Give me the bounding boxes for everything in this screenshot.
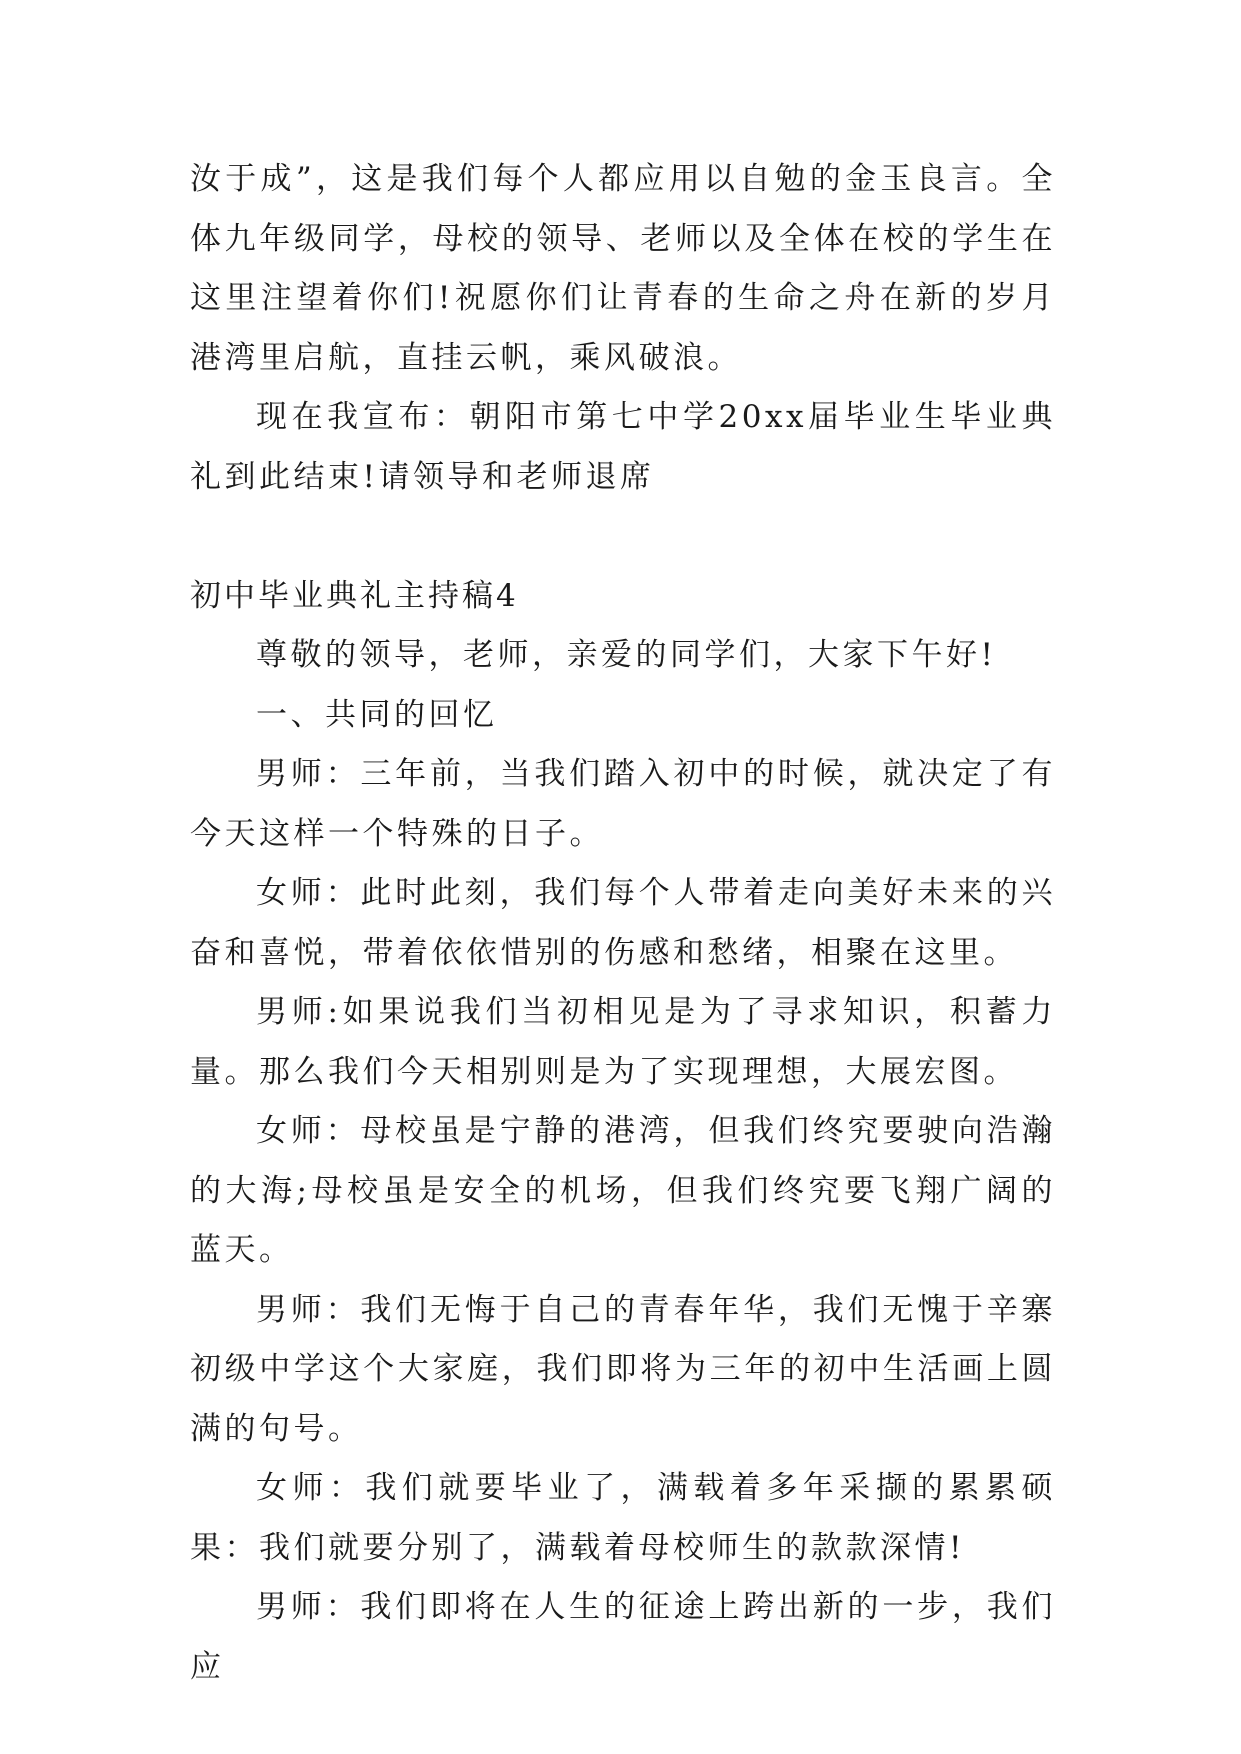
document-page xyxy=(190,150,1056,1697)
paragraph-subheading: 一、共同的回忆 xyxy=(256,696,498,733)
paragraph-male-host-3: 男师：我们无悔于自己的青春年华，我们无愧于辛寨初级中学这个大家庭，我们即将为三年的初中生活画上圆满的句号。 xyxy=(190,1291,1056,1447)
paragraph-greeting: 尊敬的领导，老师，亲爱的同学们，大家下午好! xyxy=(256,637,997,673)
section-title: 初中毕业典礼主持稿4 xyxy=(190,577,519,614)
paragraph-female-host-1: 女师：此时此刻，我们每个人带着走向美好未来的兴奋和喜悦，带着依依惜别的伤感和愁绪，相聚在这里。 xyxy=(190,875,1056,971)
paragraph-male-host-1: 男师：三年前，当我们踏入初中的时候，就决定了有今天这样一个特殊的日子。 xyxy=(190,756,1056,852)
paragraph-female-host-3: 女师：我们就要毕业了，满载着多年采撷的累累硕果：我们就要分别了，满载着母校师生的款款深情! xyxy=(190,1470,1056,1566)
paragraph-female-host-2: 女师：母校虽是宁静的港湾，但我们终究要驶向浩瀚的大海;母校虽是安全的机场，但我们终究要飞翔广阔的蓝天。 xyxy=(190,1113,1056,1268)
paragraph-announcement: 现在我宣布：朝阳市第七中学20xx届毕业生毕业典礼到此结束!请领导和老师退席 xyxy=(190,399,1056,495)
paragraph-male-host-2: 男师:如果说我们当初相见是为了寻求知识，积蓄力量。那么我们今天相别则是为了实现理想，大展宏图。 xyxy=(190,994,1056,1090)
paragraph-male-host-4: 男师：我们即将在人生的征途上跨出新的一步，我们应 xyxy=(190,1589,1056,1685)
paragraph-closing-wishes: 汝于成”，这是我们每个人都应用以自勉的金玉良言。全体九年级同学，母校的领导、老师以及全体在校的学生在这里注望着你们!祝愿你们让青春的生命之舟在新的岁月港湾里启航，直挂云帆，乘风破浪。 xyxy=(190,161,1056,376)
